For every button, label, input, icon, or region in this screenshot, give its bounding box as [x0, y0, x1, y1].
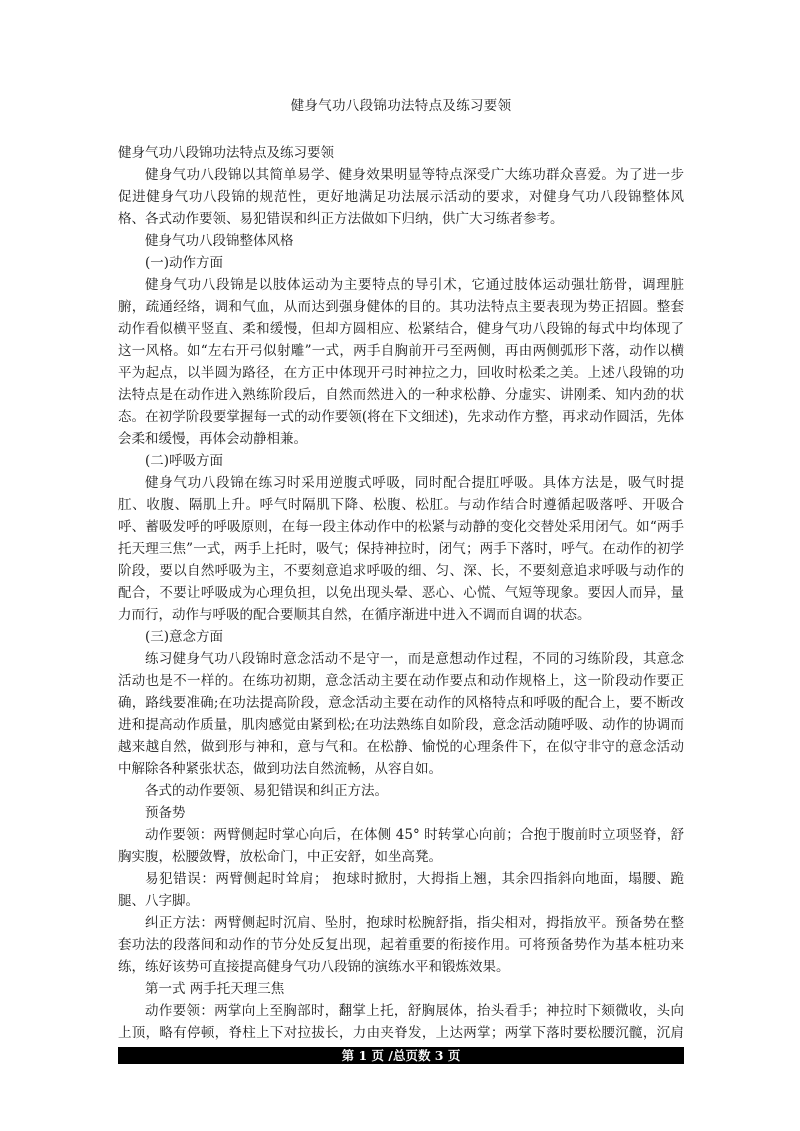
form1-heading: 第一式 两手托天理三焦: [145, 981, 285, 997]
mind-paragraph: 练习健身气功八段锦时意念活动不是守一，而是意想动作过程，不同的习练阶段，其意念活动也是不一样的。在练功初期，意念活动主要在动作要点和动作规格上，这一阶段动作要正确，路线要准确;在功法提高阶段，意念活动主要在动作的风格特点和呼吸的配合上，要不断改进和提高动作质量，肌肉感觉由紧到松;在功法熟练自如阶段，意念活动随呼吸、动作的协调而越来越自然，做到形与神和，意与气和。在松静、愉悦的心理条件下，在似守非守的意念活动中解除各种紧张状态，做到功法自然流畅，从容自如。: [118, 651, 684, 777]
page-number-label: 第 1 页 /总页数 3 页: [341, 1048, 461, 1063]
prep-corrections: 纠正方法：两臂侧起时沉肩、坠肘，抱球时松腕舒指，指尖相对，拇指放平。预备势在整套功法的段落间和动作的节分处反复出现，起着重要的衔接作用。可将预备势作为基本桩功来练，练好该势可直接提高健身气功八段锦的演练水平和锻炼效果。: [118, 915, 684, 975]
prep-heading: 预备势: [145, 805, 186, 821]
page-footer: [118, 1047, 684, 1064]
movement-paragraph: 健身气功八段锦是以肢体运动为主要特点的导引术，它通过肢体运动强壮筋骨，调理脏腑，疏通经络，调和气血，从而达到强身健体的目的。其功法特点主要表现为势正招圆。整套动作看似横平竖直、柔和缓慢，但却方圆相应、松紧结合，健身气功八段锦的每式中均体现了这一风格。如“左右开弓似射雕”一式，两手自胸前开弓至两侧，再由两侧弧形下落，动作以横平为起点，以半圆为路径，在方正中体现开弓时神拉之力，回收时松柔之美。上述八段锦的功法特点是在动作进入熟练阶段后，自然而然进入的一种求松静、分虚实、讲刚柔、知内劲的状态。在初学阶段要掌握每一式的动作要领(将在下文细述)，先求动作方整，再求动作圆活，先体会柔和缓慢，再体会动静相兼。: [118, 277, 684, 447]
moves-heading: 各式的动作要领、易犯错误和纠正方法。: [145, 783, 388, 799]
document-page: [118, 94, 684, 1066]
intro-paragraph: 健身气功八段锦以其简单易学、健身效果明显等特点深受广大练功群众喜爱。为了进一步促进健身气功八段锦的规范性，更好地满足功法展示活动的要求，对健身气功八段锦整体风格、各式动作要领、易犯错误和纠正方法做如下归纳，供广大习练者参考。: [118, 167, 684, 227]
style-heading: 健身气功八段锦整体风格: [145, 233, 294, 249]
document-title: 健身气功八段锦功法特点及练习要领: [290, 98, 512, 114]
section-heading-main: 健身气功八段锦功法特点及练习要领: [118, 145, 334, 161]
breathing-heading: (二)呼吸方面: [145, 453, 224, 469]
movement-heading: (一)动作方面: [145, 255, 224, 271]
prep-essentials: 动作要领：两臂侧起时掌心向后，在体侧 45° 时转掌心向前；合抱于腹前时立项竖脊，舒胸实腹，松腰敛臀，放松命门，中正安舒，如坐高凳。: [118, 827, 684, 865]
form1-essentials: 动作要领：两掌向上至胸部时，翻掌上托，舒胸展体，抬头看手；神拉时下颏微收，头向上顶，略有停顿，脊柱上下对拉拔长，力由夹脊发，上达两掌；两掌下落时要松腰沉髋，沉肩: [118, 1003, 684, 1041]
breathing-paragraph: 健身气功八段锦在练习时采用逆腹式呼吸，同时配合提肛呼吸。具体方法是，吸气时提肛、收腹、隔肌上升。呼气时隔肌下降、松腹、松肛。与动作结合时遵循起吸落呼、开吸合呼、蓄吸发呼的呼吸原则，在每一段主体动作中的松紧与动静的变化交替处采用闭气。如“两手托天理三焦”一式，两手上托时，吸气；保持神拉时，闭气；两手下落时，呼气。在动作的初学阶段，要以自然呼吸为主，不要刻意追求呼吸的细、匀、深、长，不要刻意追求呼吸与动作的配合，不要让呼吸成为心理负担，以免出现头晕、恶心、心慌、气短等现象。要因人而异，量力而行，动作与呼吸的配合要顺其自然，在循序渐进中进入不调而自调的状态。: [118, 475, 684, 623]
mind-heading: (三)意念方面: [145, 629, 224, 645]
prep-errors: 易犯错误：两臂侧起时耸肩； 抱球时掀肘，大拇指上翘，其余四指斜向地面，塌腰、跪腿、八字脚。: [118, 871, 684, 909]
